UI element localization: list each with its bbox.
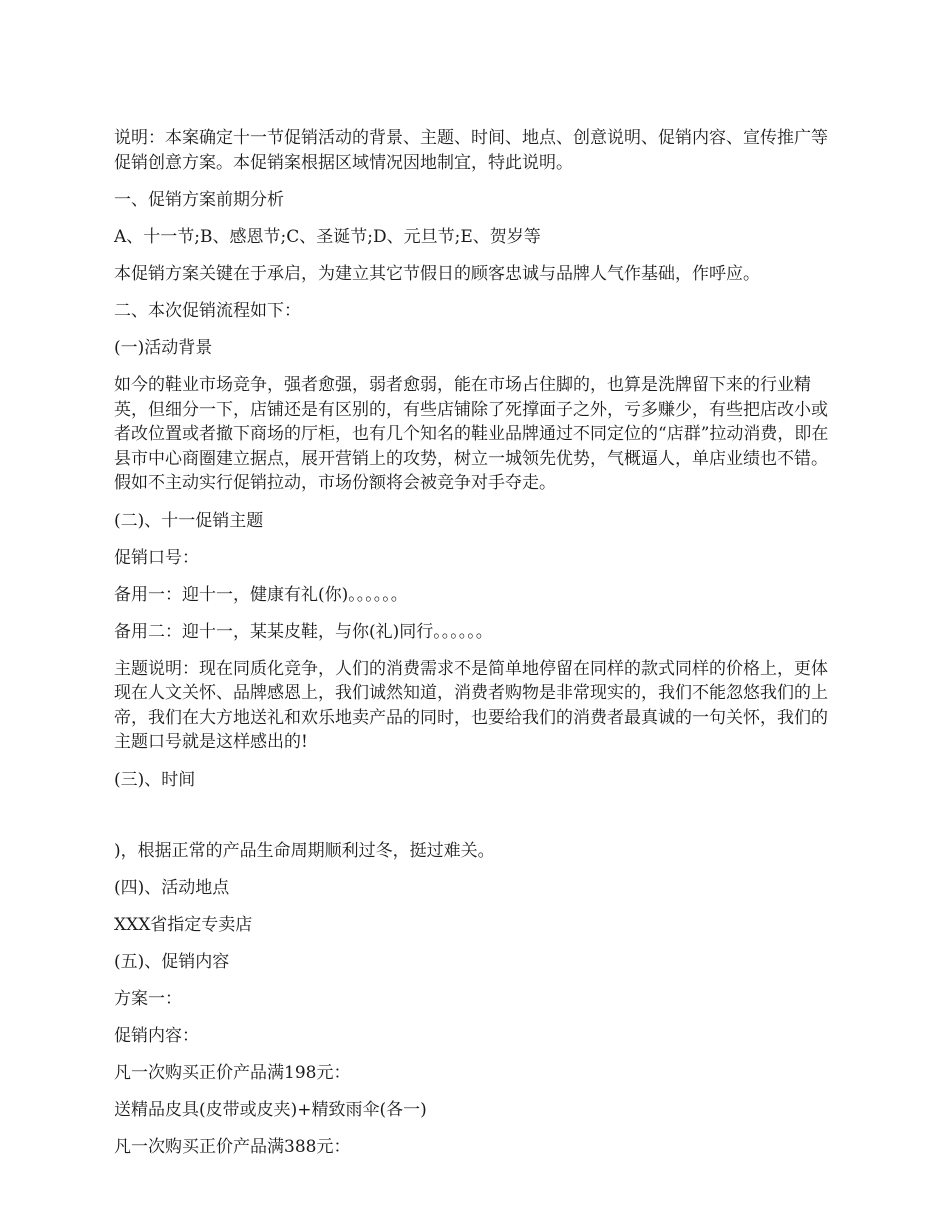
intro-paragraph: 说明：本案确定十一节促销活动的背景、主题、时间、地点、创意说明、促销内容、宣传推广等促销创意方案。本促销案根据区域情况因地制宜，特此说明。 bbox=[114, 128, 828, 173]
section-heading: 一、促销方案前期分析 bbox=[114, 190, 284, 210]
subsection-heading: (五)、促销内容 bbox=[114, 951, 230, 972]
subsection-heading: (四)、活动地点 bbox=[114, 877, 230, 898]
background-paragraph: 如今的鞋业市场竞争，强者愈强，弱者愈弱，能在市场占住脚的，也算是洗牌留下来的行业精英，但细分一下，店铺还是有区别的，有些店铺除了死撑面子之外，亏多赚少，有些把店改小或者改位置或者撤下商场的厅柜，也有几个知名的鞋业品牌通过不同定位的“店群”拉动消费，即在县市中心商圈建立据点，展开营销上的攻势，树立一城领先优势，气概逼人，单店业绩也不错。假如不主动实行促销拉动，市场份额将会被竞争对手夺走。 bbox=[114, 375, 829, 493]
paragraph: 方案一： bbox=[114, 988, 182, 1009]
subsection-heading: (三)、时间 bbox=[114, 769, 196, 790]
paragraph: XXX省指定专卖店 bbox=[114, 914, 253, 935]
paragraph: 凡一次购买正价产品满198元： bbox=[114, 1062, 351, 1083]
paragraph: 促销内容： bbox=[114, 1025, 199, 1046]
subsection-heading: (二)、十一促销主题 bbox=[114, 510, 264, 531]
paragraph: )，根据正常的产品生命周期顺利过冬，挺过难关。 bbox=[114, 840, 495, 861]
paragraph: 送精品皮具(皮带或皮夹)+精致雨伞(各一) bbox=[114, 1099, 427, 1120]
paragraph: 凡一次购买正价产品满388元： bbox=[114, 1136, 351, 1157]
paragraph: 本促销方案关键在于承启，为建立其它节假日的顾客忠诚与品牌人气作基础，作呼应。 bbox=[114, 264, 760, 284]
paragraph: 备用一：迎十一，健康有礼(你)。。。。。。 bbox=[114, 584, 408, 605]
subsection-heading: (一)活动背景 bbox=[114, 338, 213, 358]
paragraph: 促销口号： bbox=[114, 547, 199, 568]
section-heading: 二、本次促销流程如下： bbox=[114, 301, 301, 321]
paragraph: 备用二：迎十一，某某皮鞋，与你(礼)同行。。。。。。 bbox=[114, 621, 493, 642]
document-body bbox=[114, 126, 840, 1172]
paragraph: A、十一节;B、感恩节;C、圣诞节;D、元旦节;E、贺岁等 bbox=[114, 227, 541, 247]
theme-paragraph: 主题说明：现在同质化竞争，人们的消费需求不是简单地停留在同样的款式同样的价格上，更体现在人文关怀、品牌感恩上，我们诚然知道，消费者购物是非常现实的，我们不能忽悠我们的上帝，我们在大方地送礼和欢乐地卖产品的同时，也要给我们的消费者最真诚的一句关怀，我们的主题口号就是这样感出的! bbox=[114, 658, 828, 752]
blank-gap bbox=[114, 805, 840, 839]
